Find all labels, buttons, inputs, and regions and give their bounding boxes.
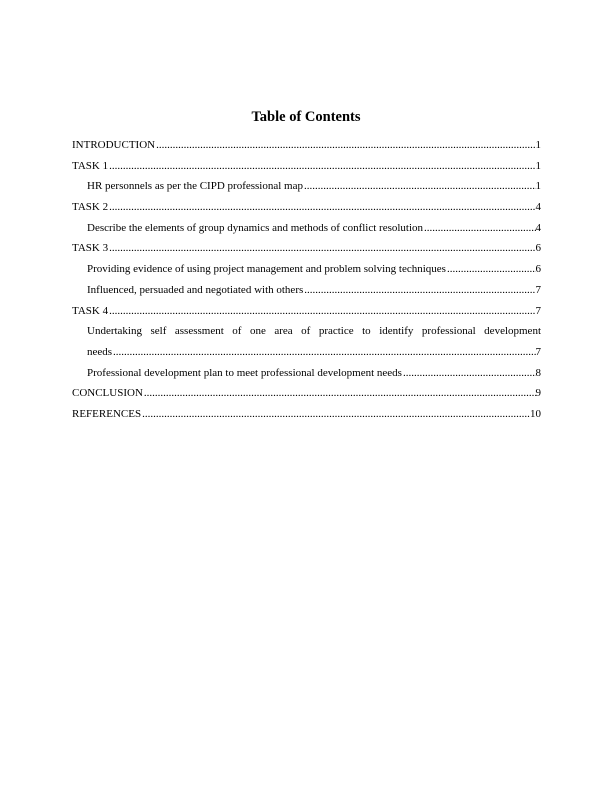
toc-entry-influenced-persuaded[interactable]: [72, 280, 541, 301]
toc-entry-conclusion[interactable]: [72, 383, 541, 404]
toc-entry-label: Describe the elements of group dynamics and methods of conflict resolution: [87, 221, 424, 234]
toc-dot-leader: [447, 259, 536, 280]
toc-entry-project-management[interactable]: [72, 259, 541, 280]
toc-entry-label: Providing evidence of using project management and problem solving techniques: [87, 263, 446, 276]
toc-dot-leader: [304, 280, 535, 301]
toc-entry-task-4[interactable]: [72, 301, 541, 322]
toc-entry-label-line-1: Undertaking self assessment of one area of practice to identify professional development: [87, 325, 541, 338]
toc-page-number: 10: [530, 407, 541, 420]
toc-dot-leader: [424, 218, 535, 239]
toc-entry-label: Professional development plan to meet professional development needs: [87, 366, 402, 379]
toc-dot-leader: [403, 363, 536, 384]
toc-page-number: 7: [535, 304, 541, 317]
toc-entry-label: INTRODUCTION: [72, 139, 156, 151]
toc-entry-introduction[interactable]: [72, 135, 541, 156]
toc-entry-label: TASK 2: [72, 201, 109, 214]
toc-entry-self-assessment[interactable]: [72, 321, 541, 362]
toc-dot-leader: [144, 383, 536, 404]
toc-page-number: 1: [535, 159, 541, 172]
toc-entry-task-1[interactable]: [72, 156, 541, 177]
toc-entry-task-3[interactable]: [72, 238, 541, 259]
toc-entry-task-2[interactable]: [72, 197, 541, 218]
toc-entry-label: TASK 4: [72, 304, 109, 317]
toc-page-number: 6: [535, 242, 541, 255]
toc-dot-leader: [109, 301, 535, 322]
toc-dot-leader: [109, 156, 535, 177]
toc-entry-label: HR personnels as per the CIPD professional map: [87, 180, 303, 193]
toc-dot-leader: [304, 176, 536, 197]
toc-page-number: 1: [535, 139, 541, 151]
toc-page-number: 7: [535, 345, 541, 358]
toc-page-number: 4: [535, 221, 541, 234]
toc-entry-label-line-2-row: [87, 342, 541, 363]
toc-entry-group-dynamics[interactable]: [72, 218, 541, 239]
toc-entry-label: Influenced, persuaded and negotiated with others: [87, 283, 304, 296]
toc-page-number: 1: [535, 180, 541, 193]
toc-page-number: 7: [535, 283, 541, 296]
toc-page-number: 6: [535, 263, 541, 276]
toc-page-number: 8: [535, 366, 541, 379]
toc-entry-development-plan[interactable]: [72, 363, 541, 384]
toc-entry-label: TASK 3: [72, 242, 109, 255]
toc-entry-label: REFERENCES: [72, 407, 142, 420]
toc-page-number: 4: [535, 201, 541, 214]
table-of-contents: [72, 135, 541, 425]
toc-dot-leader: [113, 342, 535, 363]
toc-entry-label-line-2: needs: [87, 345, 113, 358]
toc-entry-references[interactable]: [72, 404, 541, 425]
toc-page-number: 9: [535, 387, 541, 400]
toc-entry-hr-personnels[interactable]: [72, 176, 541, 197]
toc-dot-leader: [142, 404, 530, 425]
toc-entry-label: TASK 1: [72, 159, 109, 172]
toc-entry-label: CONCLUSION: [72, 387, 143, 400]
toc-dot-leader: [156, 135, 535, 156]
toc-title: Table of Contents: [251, 109, 361, 125]
toc-dot-leader: [109, 238, 535, 259]
toc-dot-leader: [109, 197, 535, 218]
